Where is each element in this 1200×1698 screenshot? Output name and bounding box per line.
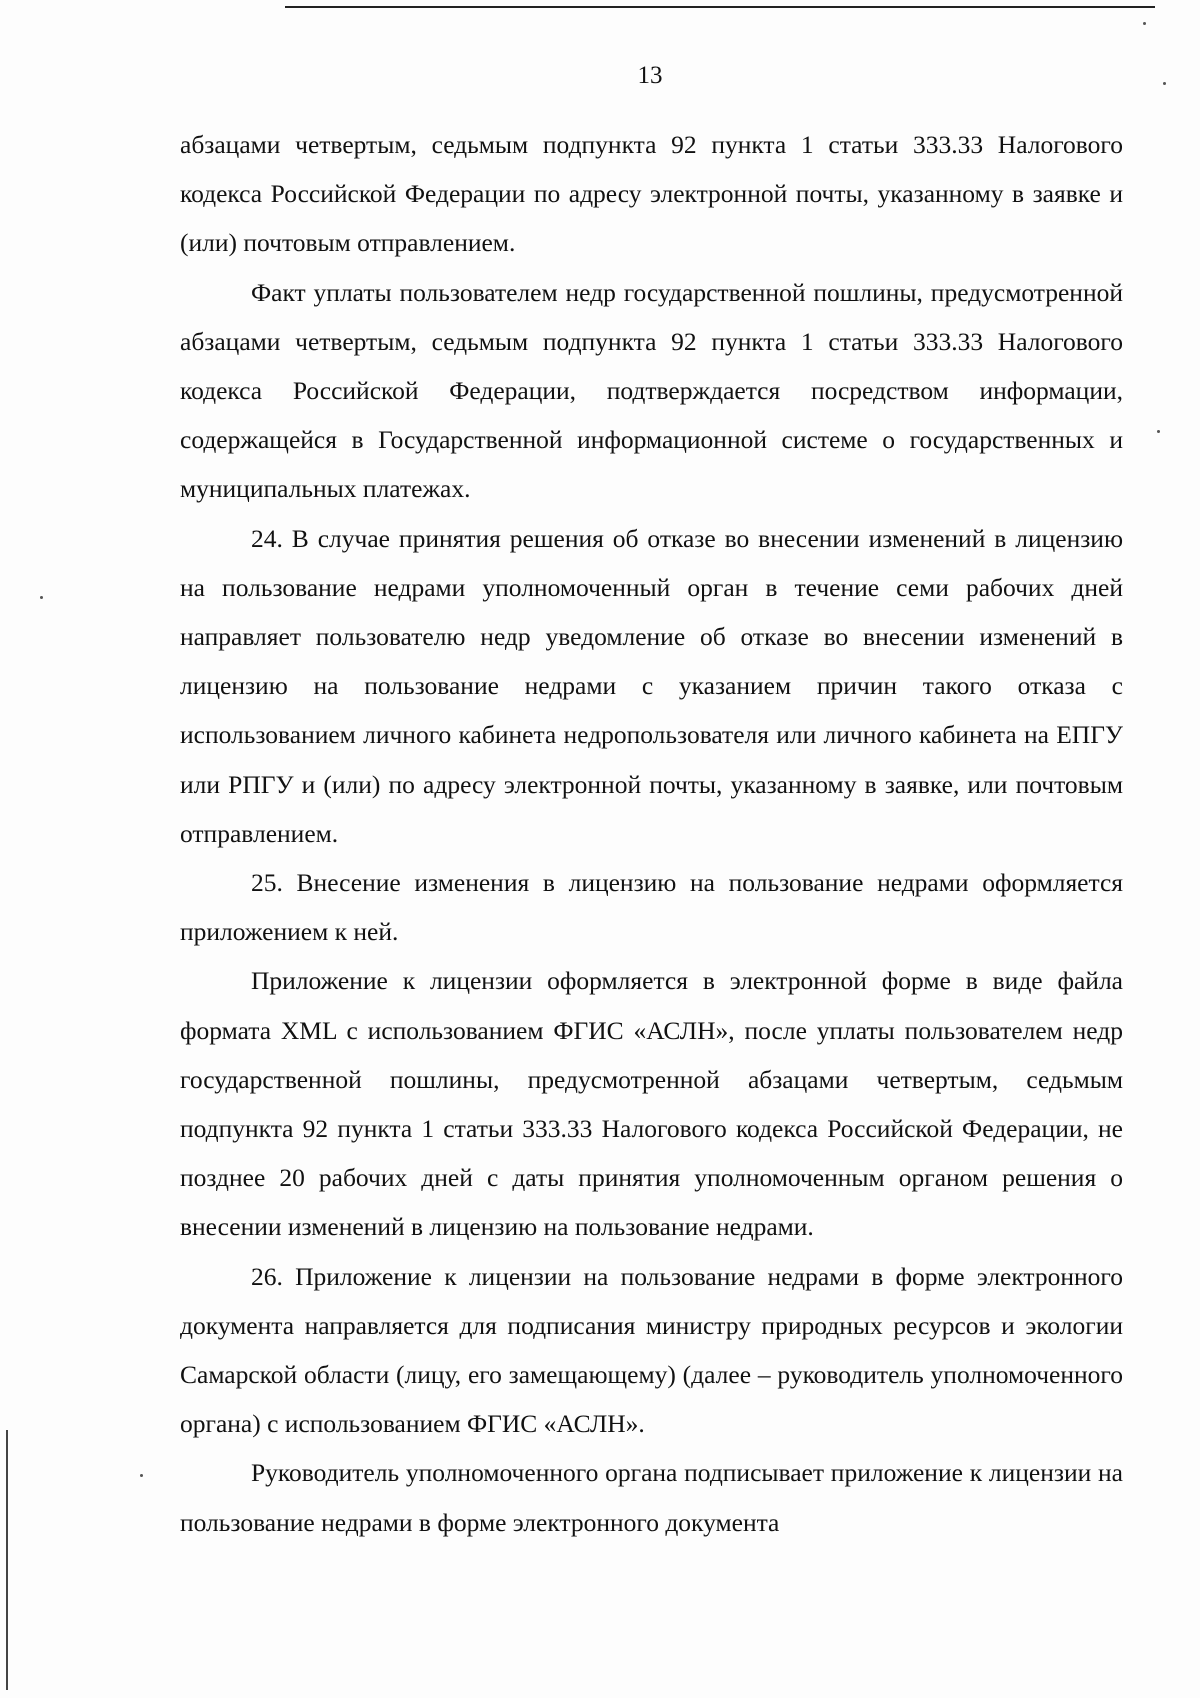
- paragraph-clause-26: 26. Приложение к лицензии на пользование недрами в форме электронного документа направляется для подписания министру природных ресурсов и экологии Самарской области (лицу, его замещающему) (далее – руководитель уполномоченного органа) с использованием ФГИС «АСЛН».: [180, 1261, 1123, 1439]
- paragraph-head-signs: Руководитель уполномоченного органа подписывает приложение к лицензии на пользование недрами в форме электронного документа: [180, 1458, 1123, 1537]
- paragraph-clause-25: 25. Внесение изменения в лицензию на пользование недрами оформляется приложением к ней.: [180, 868, 1123, 947]
- scan-speck: [40, 596, 43, 599]
- scan-speck: [1157, 430, 1160, 433]
- scan-speck: [1143, 22, 1146, 25]
- paragraph-clause-24: 24. В случае принятия решения об отказе во внесении изменений в лицензию на пользование недрами уполномоченный орган в течение семи рабочих дней направляет пользователю недр уведомление об отказе во внесении изменений в лицензию на пользование недрами с указанием причин такого отказа с использованием личного кабинета недропользователя или личного кабинета на ЕПГУ или РПГУ и (или) по адресу электронной почты, указанному в заявке, или почтовым отправлением.: [180, 523, 1123, 848]
- scan-speck: [140, 1474, 143, 1477]
- scan-border-left: [6, 1430, 8, 1690]
- paragraph-license-appendix: Приложение к лицензии оформляется в электронной форме в виде файла формата XML с использованием ФГИС «АСЛН», после уплаты пользователем недр государственной пошлины, предусмотренной абзацами четвертым, седьмым подпункта 92 пункта 1 статьи 333.33 Налогового кодекса Российской Федерации, не позднее 20 рабочих дней с даты принятия уполномоченным органом решения о внесении изменений в лицензию на пользование недрами.: [180, 966, 1123, 1242]
- document-body: [180, 120, 1123, 1547]
- paragraph-payment-fact: Факт уплаты пользователем недр государственной пошлины, предусмотренной абзацами четвертым, седьмым подпункта 92 пункта 1 статьи 333.33 Налогового кодекса Российской Федерации, подтверждается посредством информации, содержащейся в Государственной информационной системе о государственных и муниципальных платежах.: [180, 277, 1123, 504]
- page-number: 13: [637, 62, 663, 89]
- scan-border-top: [285, 6, 1155, 8]
- paragraph-continuation: абзацами четвертым, седьмым подпункта 92 пункта 1 статьи 333.33 Налогового кодекса Российской Федерации по адресу электронной почты, указанному в заявке и (или) почтовым отправлением.: [180, 130, 1123, 258]
